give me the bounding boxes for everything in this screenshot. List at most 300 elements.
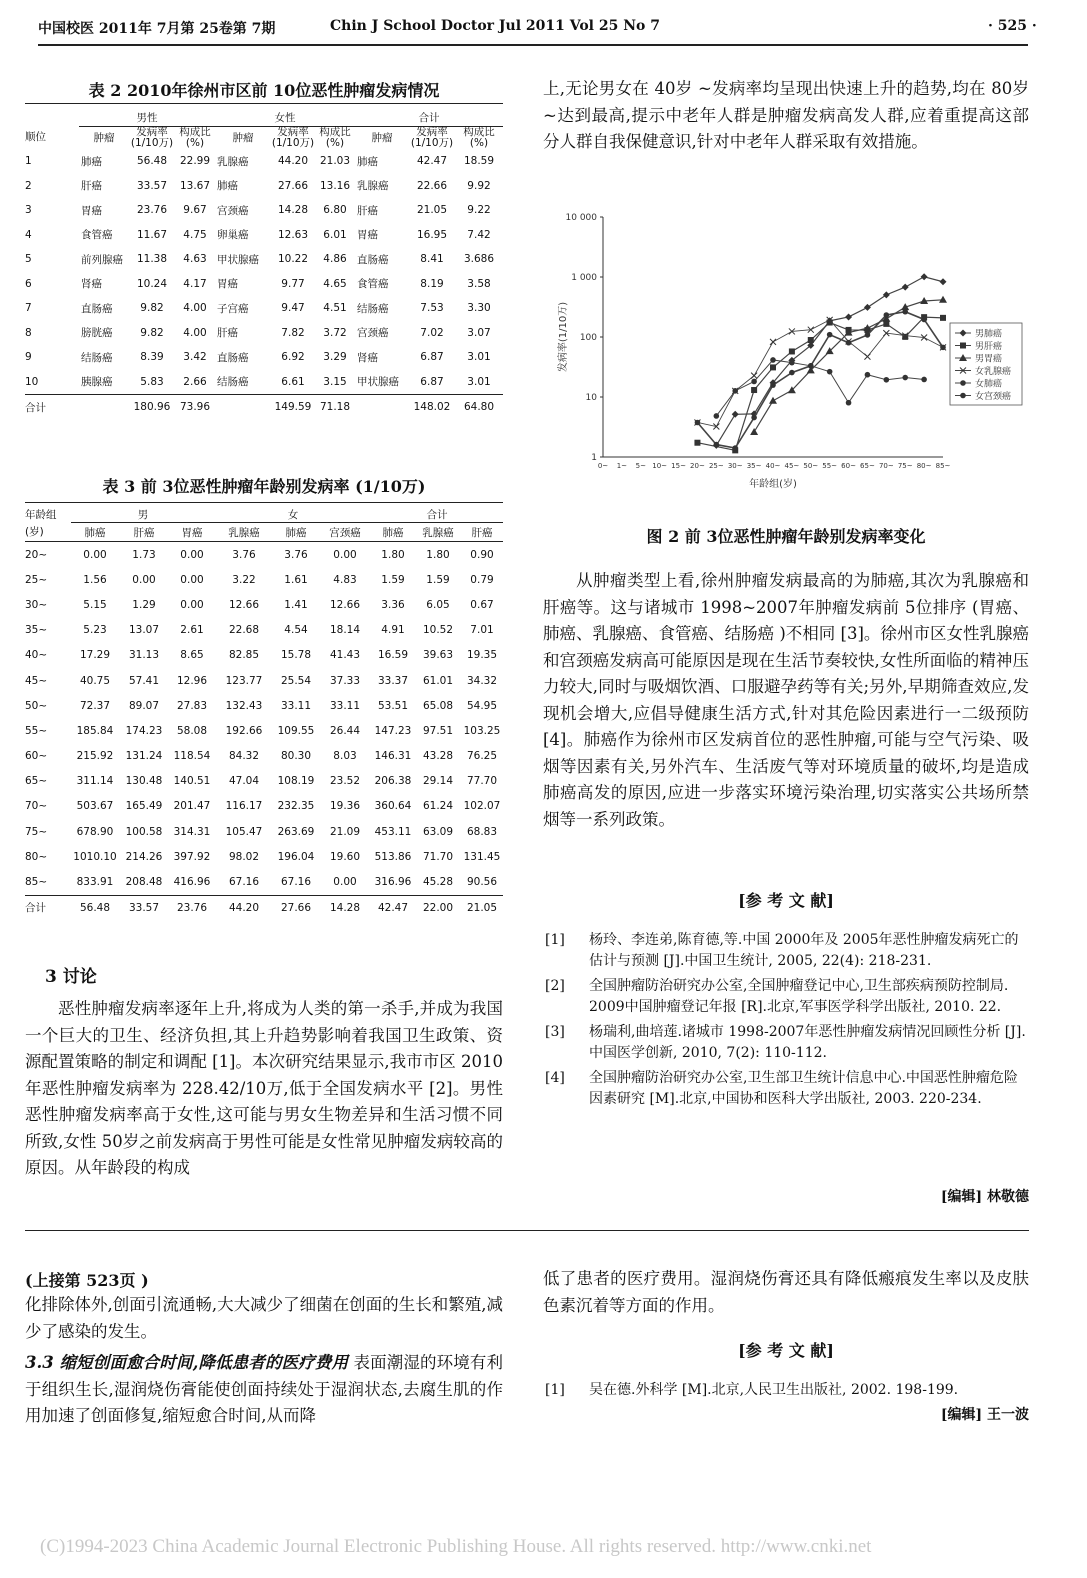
data-point bbox=[770, 364, 776, 370]
table3-cell: 53.51 bbox=[377, 699, 409, 712]
table2-cell: 9.22 bbox=[467, 204, 491, 217]
data-point bbox=[732, 411, 739, 418]
data-point bbox=[940, 345, 946, 351]
table2-cell: 直肠癌 bbox=[81, 302, 113, 315]
discussion-paragraph: 恶性肿瘤发病率逐年上升,将成为人类的第一杀手,并成为我国一个巨大的卫生、经济负担,其上升趋势影响着我国卫生政策、资源配置策略的制定和调配 [1]。本次研究结果显示,我市市区 2010年恶性肿瘤发病率为 228.42/10万,低于全国发病水平 [2]。男性恶性肿瘤发病率高于女性,这可能与男女生物差异和生活习惯不同所致,女性 50岁之前发病高于男性可能是女性常见肿瘤发病较高的原因。从年龄段的构成 bbox=[25, 999, 503, 1177]
right-intro-paragraph: 上,无论男女在 40岁 ~发病率均呈现出快速上升的趋势,均在 80岁 ~达到最高,提示中老年人群是肿瘤发病高发人群,应着重提高这部分人群自我保健意识,针对中老年人群采取有效措施。 bbox=[543, 79, 1029, 151]
data-point bbox=[846, 400, 852, 406]
continued-subsection bbox=[25, 1350, 503, 1430]
table3-cell: 26.44 bbox=[329, 724, 361, 737]
data-point bbox=[902, 334, 908, 340]
table2-cell: 肺癌 bbox=[357, 155, 378, 168]
table2-cell: 6.87 bbox=[420, 375, 444, 388]
table2-top-rule bbox=[25, 103, 503, 104]
data-point bbox=[940, 315, 946, 321]
table3-cell: 7.01 bbox=[470, 624, 494, 637]
table3-cell: 12.66 bbox=[329, 598, 361, 611]
table2-cell: 14.28 bbox=[277, 204, 309, 217]
table3-cell: 201.47 bbox=[173, 800, 211, 813]
table3-cell: 174.23 bbox=[125, 724, 163, 737]
header-page-number: · 525 · bbox=[988, 18, 1037, 34]
table3-cell: 3.76 bbox=[232, 548, 256, 561]
table-row bbox=[25, 198, 503, 223]
table3-cell: 5.15 bbox=[83, 598, 107, 611]
table3-cell: 77.70 bbox=[466, 775, 498, 788]
table3-cell: 76.25 bbox=[466, 750, 498, 763]
reference-number: [3] bbox=[545, 1024, 565, 1040]
table3-cell: 19.36 bbox=[329, 800, 361, 813]
table3-cell: 57.41 bbox=[128, 674, 160, 687]
table2-cell: 6.61 bbox=[281, 375, 305, 388]
table3-cell: 116.17 bbox=[225, 800, 263, 813]
table3-cell: 50~ bbox=[25, 699, 48, 712]
reference-text: 杨玲、李连弟,陈育德,等.中国 2000年及 2005年恶性肿瘤发病死亡的估计与预测 [J].中国卫生统计, 2005, 22(4): 218-231. bbox=[589, 932, 1019, 969]
table2-cell: 肺癌 bbox=[81, 155, 102, 168]
table2-cell: 直肠癌 bbox=[357, 253, 389, 266]
subsection-text: 表面潮湿的环境有利于组织生长,湿润烧伤膏能使创面持续处于湿润状态,去腐生肌的作用加速了创面修复,缩短愈合时间,从而降 bbox=[25, 1353, 503, 1425]
table3-cell: 63.09 bbox=[422, 825, 454, 838]
table2-cell: 10.22 bbox=[277, 253, 309, 266]
table2-cell: 宫颈癌 bbox=[357, 327, 389, 340]
table2-col-tumor: 肿瘤 bbox=[93, 131, 115, 144]
table3-cell: 15.78 bbox=[280, 649, 312, 662]
table2-cell: 3.01 bbox=[467, 375, 491, 388]
table3-cell: 29.14 bbox=[422, 775, 454, 788]
table2-cell: 5.83 bbox=[140, 375, 164, 388]
table3-cell: 416.96 bbox=[173, 876, 211, 889]
table3-cell: 263.69 bbox=[277, 825, 315, 838]
table3-cell: 84.32 bbox=[228, 750, 260, 763]
table3-cell: 39.63 bbox=[422, 649, 454, 662]
table2-cell: 3.72 bbox=[323, 326, 347, 339]
x-tick-label: 1~ bbox=[616, 462, 628, 470]
series-line bbox=[716, 277, 943, 446]
table3-cell: 20~ bbox=[25, 548, 48, 561]
table2-caption: 表 2 2010年徐州市区前 10位恶性肿瘤发病情况 bbox=[88, 81, 440, 100]
reference-item bbox=[545, 1022, 1029, 1064]
table3-cell: 23.52 bbox=[329, 775, 361, 788]
legend-label: 男肝癌 bbox=[975, 342, 1003, 352]
table2-cell: 180.96 bbox=[129, 395, 175, 420]
table3-cell: 18.14 bbox=[329, 624, 361, 637]
data-point bbox=[714, 442, 720, 448]
table2-cell: 食管癌 bbox=[81, 229, 113, 242]
table2-cell: 3.07 bbox=[467, 326, 491, 339]
data-point bbox=[827, 332, 833, 338]
table2-cell: 4.51 bbox=[323, 302, 347, 315]
table2-cell: 23.76 bbox=[136, 204, 168, 217]
x-tick-label: 10~ bbox=[652, 462, 668, 470]
table2-cell: 10 bbox=[25, 375, 39, 388]
table-row bbox=[25, 567, 503, 592]
table3-cell: 33.11 bbox=[329, 699, 361, 712]
table2-cell: 结肠癌 bbox=[357, 302, 389, 315]
reference-number: [1] bbox=[545, 1382, 565, 1398]
table2-cell: 9 bbox=[25, 351, 32, 364]
table3-cell: 85~ bbox=[25, 876, 48, 889]
x-tick-label: 55~ bbox=[822, 462, 838, 470]
table2-col-rate: 发病率 (1/10万) bbox=[271, 126, 315, 149]
table3-cell: 2.61 bbox=[180, 624, 204, 637]
table3-cell: 8.65 bbox=[180, 649, 204, 662]
table3-cell: 67.16 bbox=[280, 876, 312, 889]
data-point bbox=[865, 332, 871, 338]
table2-cell: 13.67 bbox=[179, 179, 211, 192]
table2-cell: 6.80 bbox=[323, 204, 347, 217]
table2-cell: 6.01 bbox=[323, 228, 347, 241]
legend-label: 男肺癌 bbox=[975, 329, 1003, 340]
table2-cell: 乳腺癌 bbox=[217, 155, 249, 168]
data-point bbox=[921, 317, 927, 323]
table3-cell: 0.00 bbox=[180, 548, 204, 561]
table2-cell: 肾癌 bbox=[357, 351, 378, 364]
data-point bbox=[732, 388, 738, 394]
table3-cell: 109.55 bbox=[277, 724, 315, 737]
table2-cell: 149.59 bbox=[271, 395, 315, 420]
data-point bbox=[845, 313, 852, 320]
x-axis-label: 年龄组(岁) bbox=[749, 479, 797, 490]
data-point bbox=[846, 340, 852, 346]
table3-cell: 21.09 bbox=[329, 825, 361, 838]
x-tick-label: 15~ bbox=[671, 462, 686, 470]
table3-cell: 30~ bbox=[25, 598, 48, 611]
data-point bbox=[902, 375, 908, 381]
table-row bbox=[25, 794, 503, 819]
table3-cell: 45.28 bbox=[422, 876, 454, 889]
table2-cell: 8.19 bbox=[420, 277, 444, 290]
table3-cell: 33.11 bbox=[280, 699, 312, 712]
table-row bbox=[25, 370, 503, 395]
references-list bbox=[545, 930, 1029, 1114]
x-tick-label: 45~ bbox=[784, 462, 800, 470]
editor-credit: [编辑] 林敬德 bbox=[940, 1189, 1029, 1205]
table3-cell: 100.58 bbox=[125, 825, 163, 838]
table3-cell: 27.66 bbox=[273, 895, 319, 920]
table2-cell: 3.42 bbox=[183, 351, 207, 364]
table3-cell: 0.00 bbox=[180, 598, 204, 611]
legend-label: 女乳腺癌 bbox=[975, 367, 1012, 377]
table2-cell: 10.24 bbox=[136, 277, 168, 290]
table2-cell: 4.17 bbox=[183, 277, 207, 290]
table3-cell: 33.37 bbox=[377, 674, 409, 687]
figure2-chart bbox=[548, 205, 1028, 500]
table3-cell: 6.05 bbox=[426, 598, 450, 611]
table2-cell: 9.47 bbox=[281, 302, 305, 315]
x-tick-label: 80~ bbox=[916, 462, 932, 470]
table2-cell: 3.686 bbox=[463, 253, 495, 266]
table3-cell: 311.14 bbox=[76, 775, 114, 788]
table3-cell: 1.59 bbox=[381, 573, 405, 586]
data-point bbox=[695, 420, 701, 426]
table3-cell: 678.90 bbox=[76, 825, 114, 838]
legend-marker bbox=[960, 380, 966, 386]
table-row bbox=[25, 668, 503, 693]
table3-cell: 397.92 bbox=[173, 850, 211, 863]
reference-item bbox=[545, 1380, 1029, 1401]
reference-item bbox=[545, 930, 1029, 972]
reference-number: [1] bbox=[545, 932, 565, 948]
table3-cell: 118.54 bbox=[173, 750, 211, 763]
table2-cell: 6.92 bbox=[281, 351, 305, 364]
copyright-footer: (C)1994-2023 China Academic Journal Electronic Publishing House. All rights reserved. http://www.cnki.net bbox=[40, 1536, 872, 1557]
header-rule bbox=[38, 44, 1028, 46]
table2-cell: 71.18 bbox=[315, 395, 355, 420]
table2-col-rate: 发病率 (1/10万) bbox=[130, 126, 174, 149]
table3-cell: 21.05 bbox=[461, 895, 503, 920]
table2-cell: 结肠癌 bbox=[81, 351, 113, 364]
table3-cell: 833.91 bbox=[76, 876, 114, 889]
references2-heading: [参 考 文 献] bbox=[738, 1341, 834, 1360]
table2-cell: 42.47 bbox=[416, 155, 448, 168]
table2-group-female: 女性 bbox=[215, 108, 355, 127]
table3-cell: 1.80 bbox=[381, 548, 405, 561]
table2-cell: 21.05 bbox=[416, 204, 448, 217]
table3-cell: 130.48 bbox=[125, 775, 163, 788]
table3-cell: 4.83 bbox=[333, 573, 357, 586]
table2-col-tumor: 肿瘤 bbox=[232, 131, 254, 144]
legend-label: 男胃癌 bbox=[975, 354, 1003, 365]
table2 bbox=[25, 108, 503, 419]
table3-cell: 16.59 bbox=[377, 649, 409, 662]
data-point bbox=[884, 312, 890, 318]
table-row bbox=[25, 769, 503, 794]
table3-cell: 41.43 bbox=[329, 649, 361, 662]
table3-cell: 208.48 bbox=[125, 876, 163, 889]
table3-cell: 19.60 bbox=[329, 850, 361, 863]
table3-cell: 3.76 bbox=[284, 548, 308, 561]
table2-cell: 8 bbox=[25, 326, 32, 339]
table2-cell bbox=[355, 395, 409, 420]
table2-cell: 3.30 bbox=[467, 302, 491, 315]
legend-label: 女宫颈癌 bbox=[975, 392, 1012, 402]
reference-text: 杨瑞利,曲培莲.诸城市 1998-2007年恶性肿瘤发病情况回顾性分析 [J].中国医学创新, 2010, 7(2): 110-112. bbox=[589, 1024, 1026, 1061]
table3-cell: 0.79 bbox=[470, 573, 494, 586]
table3-cell: 146.31 bbox=[374, 750, 412, 763]
table3-cell: 56.48 bbox=[71, 895, 119, 920]
table3-cell: 68.83 bbox=[466, 825, 498, 838]
table3-cell: 0.00 bbox=[333, 876, 357, 889]
table2-cell: 乳腺癌 bbox=[357, 180, 389, 193]
table3-cell: 503.67 bbox=[76, 800, 114, 813]
series-line bbox=[716, 360, 924, 416]
data-point bbox=[789, 360, 795, 366]
table2-cell: 子宫癌 bbox=[217, 302, 249, 315]
legend-marker bbox=[960, 393, 966, 399]
table-row bbox=[25, 272, 503, 297]
table3-cell: 22.68 bbox=[228, 624, 260, 637]
table-total-row bbox=[25, 395, 503, 420]
data-point bbox=[865, 372, 871, 378]
table3-cell: 513.86 bbox=[374, 850, 412, 863]
table3-cell: 214.26 bbox=[125, 850, 163, 863]
data-point bbox=[808, 337, 814, 343]
table3-cell: 82.85 bbox=[228, 649, 260, 662]
legend-marker bbox=[960, 343, 966, 349]
table2-col-pct: 构成比 (%) bbox=[319, 126, 351, 149]
table3-cell: 147.23 bbox=[374, 724, 412, 737]
table3-cell: 4.91 bbox=[381, 624, 405, 637]
table2-cell: 4.86 bbox=[323, 253, 347, 266]
table-row bbox=[25, 693, 503, 718]
table3-caption: 表 3 前 3位恶性肿瘤年龄别发病率 (1/10万) bbox=[102, 477, 426, 496]
table2-cell: 4.63 bbox=[183, 253, 207, 266]
table3 bbox=[25, 506, 503, 920]
data-point bbox=[827, 369, 833, 375]
table2-cell: 7.53 bbox=[420, 302, 444, 315]
data-point bbox=[751, 387, 757, 393]
table3-cell: 165.49 bbox=[125, 800, 163, 813]
table-row bbox=[25, 618, 503, 643]
table2-col-pct: 构成比 (%) bbox=[463, 126, 495, 149]
x-tick-label: 20~ bbox=[690, 462, 705, 470]
data-point bbox=[921, 377, 927, 383]
table2-col-rank: 顺位 bbox=[25, 131, 46, 144]
x-tick-label: 60~ bbox=[841, 462, 856, 470]
x-tick-label: 70~ bbox=[878, 462, 894, 470]
table3-subhead: 肺癌 bbox=[273, 523, 319, 542]
table2-cell: 12.63 bbox=[277, 228, 309, 241]
table-row bbox=[25, 345, 503, 370]
table3-subhead: 肝癌 bbox=[119, 523, 169, 542]
table3-cell: 13.07 bbox=[128, 624, 160, 637]
table3-cell: 61.24 bbox=[422, 800, 454, 813]
table3-subhead: 肺癌 bbox=[371, 523, 415, 542]
table3-cell: 0.00 bbox=[83, 548, 107, 561]
data-point bbox=[808, 363, 814, 369]
continued-paragraph: 化排除体外,创面引流通畅,大大减少了细菌在创面的生长和繁殖,减少了感染的发生。 bbox=[25, 1295, 503, 1341]
table2-cell: 56.48 bbox=[136, 155, 168, 168]
x-tick-label: 85~ bbox=[935, 462, 951, 470]
header-journal-en: Chin J School Doctor Jul 2011 Vol 25 No 7 bbox=[330, 18, 660, 34]
data-point bbox=[884, 377, 890, 383]
table2-cell: 宫颈癌 bbox=[217, 204, 249, 217]
table3-cell: 47.04 bbox=[228, 775, 260, 788]
table2-cell bbox=[215, 395, 271, 420]
table3-cell: 215.92 bbox=[76, 750, 114, 763]
table3-subhead: 乳腺癌 bbox=[215, 523, 273, 542]
table3-cell: 105.47 bbox=[225, 825, 263, 838]
table3-cell: 185.84 bbox=[76, 724, 114, 737]
table3-cell: 40~ bbox=[25, 649, 48, 662]
table2-cell: 9.92 bbox=[467, 179, 491, 192]
table2-cell: 22.99 bbox=[179, 155, 211, 168]
table-row bbox=[25, 321, 503, 346]
x-tick-label: 40~ bbox=[765, 462, 781, 470]
table3-cell: 67.16 bbox=[228, 876, 260, 889]
table2-cell: 4.65 bbox=[323, 277, 347, 290]
table3-cell: 12.96 bbox=[176, 674, 208, 687]
table3-cell: 35~ bbox=[25, 624, 48, 637]
table2-cell bbox=[79, 395, 129, 420]
table2-cell: 食管癌 bbox=[357, 278, 389, 291]
data-point bbox=[770, 357, 776, 363]
table3-cell: 1.80 bbox=[426, 548, 450, 561]
table3-cell: 232.35 bbox=[277, 800, 315, 813]
continued-from-label: (上接第 523页 ) bbox=[25, 1271, 149, 1290]
table3-cell: 1.41 bbox=[284, 598, 308, 611]
table3-cell: 31.13 bbox=[128, 649, 160, 662]
table2-cell: 18.59 bbox=[463, 155, 495, 168]
table3-cell: 37.33 bbox=[329, 674, 361, 687]
table2-cell: 卵巢癌 bbox=[217, 229, 249, 242]
legend-label: 女肺癌 bbox=[975, 379, 1003, 390]
y-tick-label: 100 bbox=[579, 333, 597, 343]
x-tick-label: 0~ bbox=[597, 462, 609, 470]
table3-cell: 89.07 bbox=[128, 699, 160, 712]
table3-cell: 65~ bbox=[25, 775, 48, 788]
table3-cell: 25.54 bbox=[280, 674, 312, 687]
table2-cell: 膀胱癌 bbox=[81, 327, 113, 340]
table3-cell: 27.83 bbox=[176, 699, 208, 712]
table2-col-tumor: 肿瘤 bbox=[371, 131, 393, 144]
table2-cell: 11.67 bbox=[136, 228, 168, 241]
table2-cell: 7 bbox=[25, 302, 32, 315]
x-tick-label: 30~ bbox=[727, 462, 743, 470]
table2-cell: 2 bbox=[25, 179, 32, 192]
table3-cell: 22.00 bbox=[415, 895, 461, 920]
section-divider bbox=[25, 1230, 1029, 1231]
table2-cell: 1 bbox=[25, 155, 32, 168]
table-row bbox=[25, 223, 503, 248]
table-row bbox=[25, 149, 503, 174]
table2-cell: 4.75 bbox=[183, 228, 207, 241]
table3-cell: 43.28 bbox=[422, 750, 454, 763]
table3-subhead: 肝癌 bbox=[461, 523, 503, 542]
table3-col-age: 年龄组 bbox=[25, 508, 57, 521]
data-point bbox=[769, 397, 777, 404]
table3-cell: 0.00 bbox=[132, 573, 156, 586]
table3-cell: 206.38 bbox=[374, 775, 412, 788]
table2-cell: 27.66 bbox=[277, 179, 309, 192]
table3-cell: 42.47 bbox=[371, 895, 415, 920]
table3-cell: 97.51 bbox=[422, 724, 454, 737]
table3-cell: 80.30 bbox=[280, 750, 312, 763]
subsection-heading: 3.3 缩短创面愈合时间,降低患者的医疗费用 bbox=[25, 1353, 349, 1372]
table3-cell: 131.45 bbox=[463, 850, 501, 863]
x-tick-label: 35~ bbox=[746, 462, 762, 470]
table3-cell: 44.20 bbox=[215, 895, 273, 920]
table2-cell: 16.95 bbox=[416, 228, 448, 241]
data-point bbox=[902, 284, 909, 291]
table2-cell: 9.82 bbox=[140, 326, 164, 339]
y-tick-label: 10 000 bbox=[565, 213, 597, 223]
data-point bbox=[714, 413, 720, 419]
continued-right-paragraph: 低了患者的医疗费用。湿润烧伤膏还具有降低瘢痕发生率以及皮肤色素沉着等方面的作用。 bbox=[543, 1269, 1029, 1315]
table3-cell: 12.66 bbox=[228, 598, 260, 611]
table2-cell: 21.03 bbox=[319, 155, 351, 168]
table2-cell: 4 bbox=[25, 228, 32, 241]
table-row bbox=[25, 718, 503, 743]
table2-cell: 44.20 bbox=[277, 155, 309, 168]
reference-item bbox=[545, 976, 1029, 1018]
table2-group-total: 合计 bbox=[355, 108, 503, 127]
table3-cell: 17.29 bbox=[79, 649, 111, 662]
reference-text: 全国肿瘤防治研究办公室,卫生部卫生统计信息中心.中国恶性肿瘤危险因素研究 [M].北京,中国协和医科大学出版社, 2003. 220-234. bbox=[589, 1070, 1018, 1107]
table3-cell: 23.76 bbox=[169, 895, 215, 920]
table3-cell: 3.22 bbox=[232, 573, 256, 586]
discussion-heading: 3 讨论 bbox=[45, 967, 97, 987]
table3-cell: 1010.10 bbox=[73, 850, 117, 863]
data-point bbox=[940, 278, 947, 285]
table2-cell: 肝癌 bbox=[357, 204, 378, 217]
table3-cell: 453.11 bbox=[374, 825, 412, 838]
table2-cell: 肺癌 bbox=[217, 180, 238, 193]
table-row bbox=[25, 869, 503, 895]
table3-col-age-unit: (岁) bbox=[25, 523, 71, 542]
table3-cell: 71.70 bbox=[422, 850, 454, 863]
table3-cell: 4.54 bbox=[284, 624, 308, 637]
table3-cell: 1.73 bbox=[132, 548, 156, 561]
